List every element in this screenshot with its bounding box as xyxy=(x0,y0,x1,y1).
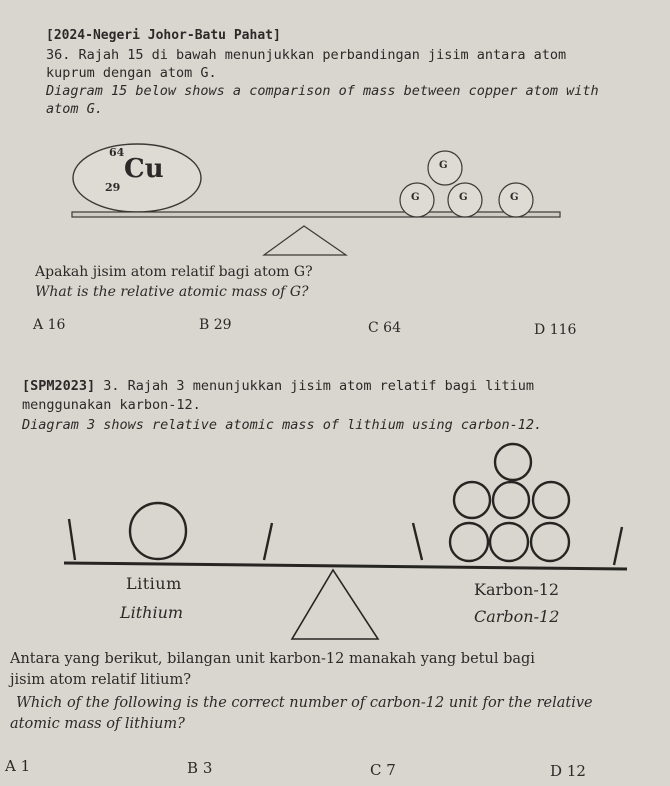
carbon-12-circle xyxy=(495,444,531,480)
q2-question-en-1: Which of the following is the correct number of carbon-12 unit for the relative xyxy=(16,695,593,711)
q2-option-d[interactable]: D 12 xyxy=(550,762,586,780)
q2-option-a[interactable]: A 1 xyxy=(5,757,31,775)
g-label: G xyxy=(411,192,420,203)
lithium-label-ms: Litium xyxy=(126,574,182,593)
cu-proton-number: 29 xyxy=(105,181,121,194)
q1-option-c[interactable]: C 64 xyxy=(368,320,401,336)
carbon-label-en: Carbon-12 xyxy=(474,607,560,626)
q2-beam xyxy=(64,563,627,569)
carbon-label-ms: Karbon-12 xyxy=(474,580,560,599)
g-label: G xyxy=(459,192,468,203)
q1-question-en: What is the relative atomic mass of G? xyxy=(35,284,309,300)
q1-option-b[interactable]: B 29 xyxy=(199,317,232,333)
cu-symbol: Cu xyxy=(124,154,164,184)
carbon-12-circle xyxy=(533,482,569,518)
carbon-12-circle xyxy=(454,482,490,518)
g-label: G xyxy=(439,160,448,171)
q2-text-ms-1: [SPM2023] 3. Rajah 3 menunjukkan jisim atom relatif bagi litium xyxy=(22,378,535,394)
lithium-atom-circle xyxy=(130,503,186,559)
q2-text-ms-2: menggunakan karbon-12. xyxy=(22,397,201,413)
q1-question-ms: Apakah jisim atom relatif bagi atom G? xyxy=(35,264,313,280)
cu-mass-number: 64 xyxy=(109,146,125,159)
carbon-12-circle xyxy=(531,523,569,561)
q2-fulcrum xyxy=(292,570,378,639)
lithium-label-en: Lithium xyxy=(120,603,184,622)
q1-text-en-1: Diagram 15 below shows a comparison of mass between copper atom with xyxy=(46,83,599,99)
q2-pan-string xyxy=(69,519,75,560)
q1-text-en-2: atom G. xyxy=(46,101,103,117)
g-label: G xyxy=(510,192,519,203)
q1-text-ms-2: kuprum dengan atom G. xyxy=(46,65,217,81)
q2-pan-string xyxy=(413,523,422,560)
q2-pan-string xyxy=(264,523,272,560)
carbon-12-circle xyxy=(490,523,528,561)
q2-text-en-1: Diagram 3 shows relative atomic mass of lithium using carbon-12. xyxy=(22,417,543,433)
q2-option-c[interactable]: C 7 xyxy=(370,761,396,779)
q2-option-b[interactable]: B 3 xyxy=(187,759,213,777)
q1-option-a[interactable]: A 16 xyxy=(33,317,66,333)
carbon-12-circle xyxy=(493,482,529,518)
q1-text-ms-1: 36. Rajah 15 di bawah menunjukkan perbandingan jisim antara atom xyxy=(46,47,567,63)
carbon-12-circle xyxy=(450,523,488,561)
q1-source: [2024-Negeri Johor-Batu Pahat] xyxy=(46,28,281,43)
q2-pan-string xyxy=(614,527,622,565)
q1-option-d[interactable]: D 116 xyxy=(534,322,577,338)
q2-question-ms-2: jisim atom relatif litium? xyxy=(10,672,191,688)
q2-question-ms-1: Antara yang berikut, bilangan unit karbon-12 manakah yang betul bagi xyxy=(10,651,535,667)
q2-source: [SPM2023] xyxy=(22,378,96,394)
q2-question-en-2: atomic mass of lithium? xyxy=(10,716,185,732)
